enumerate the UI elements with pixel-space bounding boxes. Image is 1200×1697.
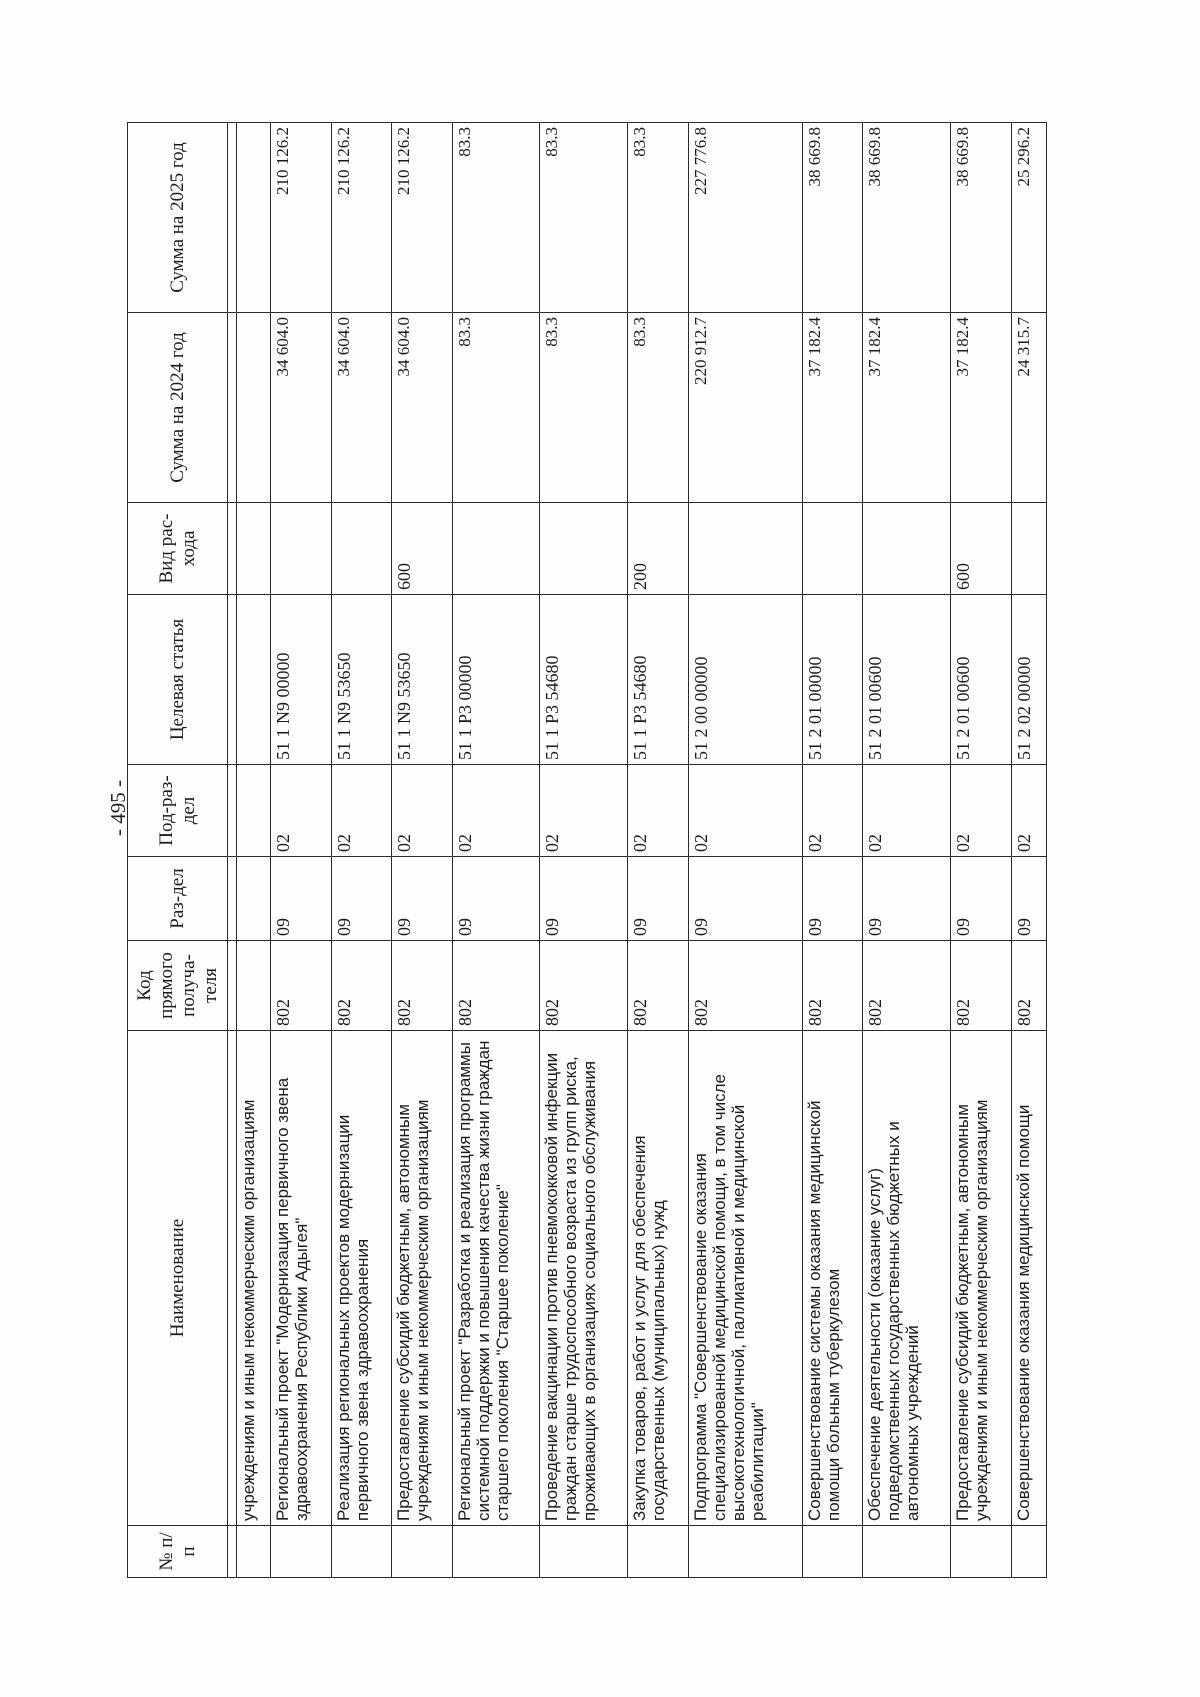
cell-sum-2025: 38 669.8 — [863, 123, 950, 313]
cell-name: Предоставление субсидий бюджетным, автономным учреждениям и иным некоммерческим организациям — [950, 1031, 1011, 1526]
cell-recipient: 802 — [802, 941, 863, 1031]
cell-name: Обеспечение деятельности (оказание услуг) подведомственных государственных бюджетных и автономных учреждений — [863, 1031, 950, 1526]
cell-sum-2024 — [237, 313, 271, 503]
cell-recipient: 802 — [270, 941, 331, 1031]
cell-sum-2024: 37 182.4 — [863, 313, 950, 503]
cell-sum-2024: 34 604.0 — [331, 313, 392, 503]
cell-sum-2025: 83.3 — [627, 123, 688, 313]
cell-name: Региональный проект "Разработка и реализация программы системной поддержки и повышения качества жизни граждан старшего поколения "Старшее поколение" — [452, 1031, 539, 1526]
cell-expense-type: 600 — [950, 503, 1011, 595]
cell-recipient: 802 — [331, 941, 392, 1031]
cell-target: 51 2 00 00000 — [688, 595, 802, 765]
cell-expense-type — [452, 503, 539, 595]
header-expense-type: Вид рас-хода — [128, 503, 228, 595]
cell-target: 51 2 01 00600 — [863, 595, 950, 765]
header-num: № п/п — [128, 1526, 228, 1578]
cell-subsection: 02 — [950, 765, 1011, 857]
cell-recipient: 802 — [392, 941, 453, 1031]
cell-recipient: 802 — [863, 941, 950, 1031]
cell-target: 51 2 02 00000 — [1011, 595, 1046, 765]
cell-sum-2025: 210 126.2 — [270, 123, 331, 313]
table-row — [392, 123, 453, 1578]
cell-name: Закупка товаров, работ и услуг для обеспечения государственных (муниципальных) нужд — [627, 1031, 688, 1526]
cell-recipient: 802 — [627, 941, 688, 1031]
cell-subsection: 02 — [802, 765, 863, 857]
cell-name: Реализация региональных проектов модернизации первичного звена здравоохранения — [331, 1031, 392, 1526]
cell-name: Совершенствование системы оказания медицинской помощи больным туберкулезом — [802, 1031, 863, 1526]
cell-name: Подпрограмма "Совершенствование оказания специализированной медицинской помощи, в том числе высокотехнологичной, паллиативной и медицинской реабилитации" — [688, 1031, 802, 1526]
header-recipient-code: Код прямого получа-теля — [128, 941, 228, 1031]
cell-target — [237, 595, 271, 765]
cell-sum-2024: 37 182.4 — [950, 313, 1011, 503]
cell-sum-2025 — [237, 123, 271, 313]
cell-num — [392, 1526, 453, 1578]
cell-name: Совершенствование оказания медицинской помощи — [1011, 1031, 1046, 1526]
table-row — [627, 123, 688, 1578]
table-row — [1011, 123, 1046, 1578]
table-row — [950, 123, 1011, 1578]
cell-subsection: 02 — [452, 765, 539, 857]
cell-subsection — [237, 765, 271, 857]
cell-expense-type — [688, 503, 802, 595]
cell-section: 09 — [392, 857, 453, 941]
cell-target: 51 1 P3 00000 — [452, 595, 539, 765]
cell-recipient — [237, 941, 271, 1031]
table-row — [863, 123, 950, 1578]
table-body — [228, 123, 1047, 1578]
cell-expense-type: 600 — [392, 503, 453, 595]
table-header-row — [128, 123, 228, 1578]
cell-sum-2025: 210 126.2 — [331, 123, 392, 313]
cell-expense-type — [331, 503, 392, 595]
cell-section: 09 — [270, 857, 331, 941]
cell-subsection: 02 — [688, 765, 802, 857]
cell-sum-2024: 83.3 — [627, 313, 688, 503]
cell-subsection: 02 — [270, 765, 331, 857]
cell-subsection: 02 — [863, 765, 950, 857]
cell-section: 09 — [540, 857, 627, 941]
cell-recipient: 802 — [540, 941, 627, 1031]
table-row — [540, 123, 627, 1578]
cell-sum-2024: 34 604.0 — [270, 313, 331, 503]
cell-num — [688, 1526, 802, 1578]
table-row — [237, 123, 271, 1578]
cell-target: 51 2 01 00600 — [950, 595, 1011, 765]
cell-subsection: 02 — [627, 765, 688, 857]
cell-expense-type — [237, 503, 271, 595]
cell-sum-2025: 25 296.2 — [1011, 123, 1046, 313]
cell-num — [237, 1526, 271, 1578]
cell-target: 51 1 P3 54680 — [627, 595, 688, 765]
cell-expense-type — [802, 503, 863, 595]
cell-subsection: 02 — [392, 765, 453, 857]
cell-num — [331, 1526, 392, 1578]
budget-table-sheet — [127, 123, 1047, 1578]
cell-sum-2025: 38 669.8 — [950, 123, 1011, 313]
cell-num — [627, 1526, 688, 1578]
header-target-article: Целевая статья — [128, 595, 228, 765]
table-spacer-row — [228, 123, 237, 1578]
cell-sum-2025: 83.3 — [452, 123, 539, 313]
table-row — [688, 123, 802, 1578]
table-row — [452, 123, 539, 1578]
header-name: Наименование — [128, 1031, 228, 1526]
cell-sum-2025: 210 126.2 — [392, 123, 453, 313]
cell-num — [1011, 1526, 1046, 1578]
header-sum-2025: Сумма на 2025 год — [128, 123, 228, 313]
cell-name: Проведение вакцинации против пневмококковой инфекции граждан старше трудоспособного возраста из групп риска, проживающих в организациях социального обслуживания — [540, 1031, 627, 1526]
cell-expense-type — [270, 503, 331, 595]
cell-subsection: 02 — [331, 765, 392, 857]
budget-table — [127, 122, 1047, 1578]
cell-sum-2024: 37 182.4 — [802, 313, 863, 503]
table-row — [270, 123, 331, 1578]
cell-expense-type — [540, 503, 627, 595]
cell-section: 09 — [950, 857, 1011, 941]
cell-num — [540, 1526, 627, 1578]
cell-sum-2025: 227 776.8 — [688, 123, 802, 313]
cell-name: Предоставление субсидий бюджетным, автономным учреждениям и иным некоммерческим организациям — [392, 1031, 453, 1526]
cell-section: 09 — [802, 857, 863, 941]
table-row — [802, 123, 863, 1578]
cell-num — [802, 1526, 863, 1578]
header-subsection: Под-раз-дел — [128, 765, 228, 857]
cell-section: 09 — [452, 857, 539, 941]
cell-section: 09 — [863, 857, 950, 941]
cell-expense-type: 200 — [627, 503, 688, 595]
header-sum-2024: Сумма на 2024 год — [128, 313, 228, 503]
cell-sum-2025: 83.3 — [540, 123, 627, 313]
cell-sum-2024: 83.3 — [540, 313, 627, 503]
page-number: - 495 - — [106, 780, 130, 836]
cell-sum-2024: 24 315.7 — [1011, 313, 1046, 503]
cell-num — [863, 1526, 950, 1578]
cell-section — [237, 857, 271, 941]
cell-expense-type — [1011, 503, 1046, 595]
cell-section: 09 — [688, 857, 802, 941]
cell-num — [950, 1526, 1011, 1578]
cell-subsection: 02 — [1011, 765, 1046, 857]
cell-subsection: 02 — [540, 765, 627, 857]
cell-sum-2024: 34 604.0 — [392, 313, 453, 503]
table-row — [331, 123, 392, 1578]
cell-target: 51 1 N9 53650 — [331, 595, 392, 765]
cell-target: 51 1 N9 00000 — [270, 595, 331, 765]
cell-target: 51 1 N9 53650 — [392, 595, 453, 765]
cell-recipient: 802 — [950, 941, 1011, 1031]
cell-sum-2024: 83.3 — [452, 313, 539, 503]
header-section: Раз-дел — [128, 857, 228, 941]
cell-num — [270, 1526, 331, 1578]
cell-section: 09 — [1011, 857, 1046, 941]
cell-section: 09 — [331, 857, 392, 941]
cell-name: Региональный проект "Модернизация первичного звена здравоохранения Республики Адыгея" — [270, 1031, 331, 1526]
cell-recipient: 802 — [688, 941, 802, 1031]
cell-name: учреждениям и иным некоммерческим организациям — [237, 1031, 271, 1526]
cell-expense-type — [863, 503, 950, 595]
cell-target: 51 2 01 00000 — [802, 595, 863, 765]
cell-num — [452, 1526, 539, 1578]
cell-recipient: 802 — [452, 941, 539, 1031]
cell-recipient: 802 — [1011, 941, 1046, 1031]
cell-section: 09 — [627, 857, 688, 941]
cell-target: 51 1 P3 54680 — [540, 595, 627, 765]
cell-sum-2024: 220 912.7 — [688, 313, 802, 503]
cell-sum-2025: 38 669.8 — [802, 123, 863, 313]
